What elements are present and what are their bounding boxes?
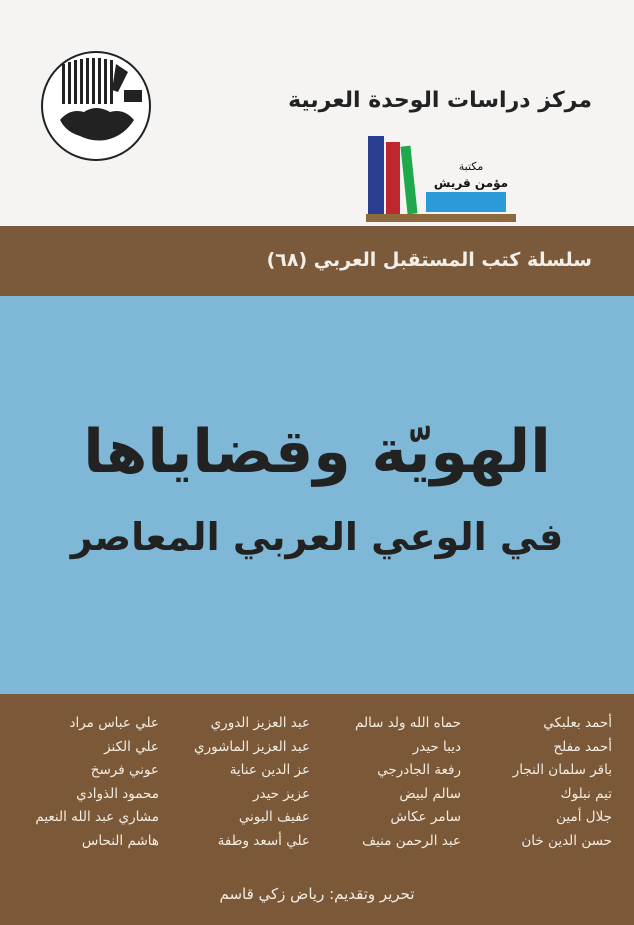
editor-credit: تحرير وتقديم: رياض زكي قاسم <box>219 885 415 903</box>
author-name: عبد العزيز الماشوري <box>194 738 310 755</box>
book-title: الهويّة وقضاياها <box>83 417 551 487</box>
author-name: عفيف البوني <box>238 809 310 825</box>
author-name: عوني فرسخ <box>90 762 159 778</box>
author-name: محمود الذوادي <box>76 785 159 802</box>
author-name: عبد الرحمن منيف <box>362 832 461 849</box>
author-name: تيم نبلوك <box>560 785 612 802</box>
author-name: عزيز حيدر <box>252 785 310 802</box>
author-name: هاشم النحاس <box>81 832 159 849</box>
authors-list <box>22 712 612 853</box>
author-name: حسن الدين خان <box>521 832 612 849</box>
library-owner: مؤمن قريش <box>433 176 509 190</box>
authors-column <box>22 712 159 853</box>
author-name: عز الدين عناية <box>229 762 310 778</box>
author-name: علي أسعد وطفة <box>217 832 310 849</box>
book-subtitle: في الوعي العربي المعاصر <box>70 515 564 559</box>
author-name: جلال أمين <box>556 809 612 825</box>
authors-column <box>475 712 612 853</box>
authors-column <box>173 712 310 853</box>
author-name: رفعة الجادرجي <box>377 762 461 778</box>
author-name: ديبا حيدر <box>412 738 461 755</box>
author-name: عبد العزيز الدوري <box>210 715 310 731</box>
title-panel <box>0 296 634 694</box>
author-name: سالم لبيض <box>399 785 461 802</box>
author-name: أحمد بعلبكي <box>543 715 612 731</box>
series-title: سلسلة كتب المستقبل العربي (٦٨) <box>266 249 592 271</box>
publisher-name: مركز دراسات الوحدة العربية <box>288 88 592 113</box>
author-name: أحمد مفلح <box>553 738 612 755</box>
library-name: مكتبة <box>458 160 484 173</box>
authors-column <box>324 712 461 853</box>
author-name: باقر سلمان النجار <box>512 762 612 778</box>
publisher-logo-icon <box>40 50 152 162</box>
author-name: مشاري عبد الله النعيم <box>35 809 159 825</box>
author-name: علي عباس مراد <box>69 715 159 731</box>
author-name: علي الكنز <box>104 738 159 755</box>
author-name: حماه الله ولد سالم <box>354 715 461 731</box>
author-name: سامر عكاش <box>390 809 461 825</box>
